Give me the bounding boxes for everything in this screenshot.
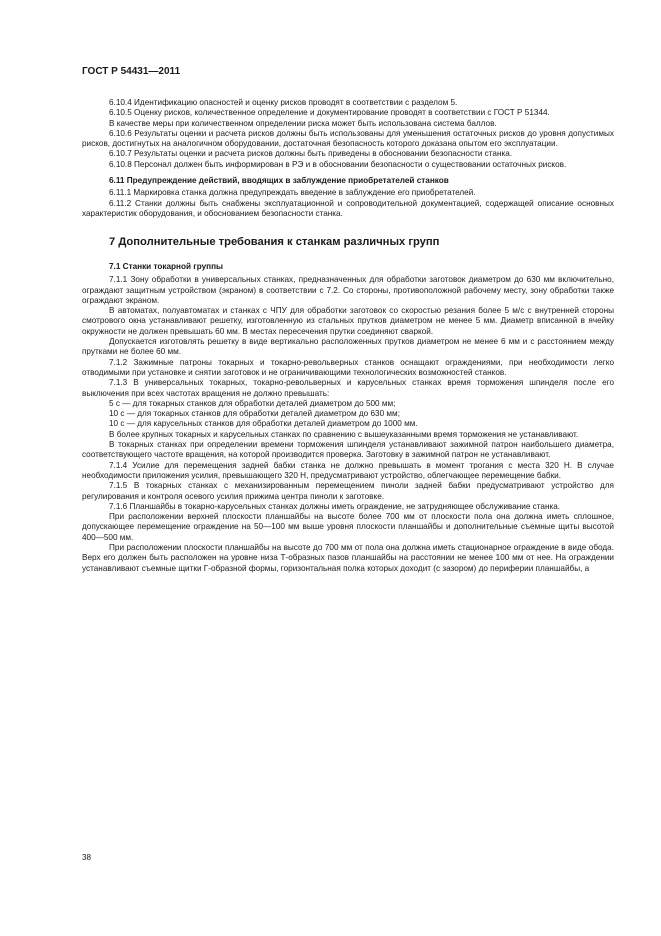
paragraph: 6.11.1 Маркировка станка должна предупреждать введение в заблуждение его приобретателей. [109, 188, 476, 198]
paragraph: При расположении плоскости планшайбы на высоте до 700 мм от пола она должна иметь стационарное ограждение в виде обода. Верх его должен быть расположен на уровне низа Т-образных пазов планшайбы на расстоянии не менее 100 мм от нее. На ограждении устанавливают съемные щитки Г-образной формы, горизонтальная полка которых доходит (с зазором) до периферии планшайбы, а [82, 542, 614, 573]
paragraph: 7.1.4 Усилие для перемещения задней бабки станка не должно превышать в момент трогания с места 320 Н. В случае необходимости приложения усилия, превышающего 320 Н, предусматривают устройство, облегчающее перемещение бабки. [82, 460, 614, 480]
paragraph: 6.10.5 Оценку рисков, количественное определение и документирование проводят в соответствии с ГОСТ Р 51344. [109, 108, 550, 118]
paragraph: 7.1.2 Зажимные патроны токарных и токарно-револьверных станков оснащают ограждениями, при необходимости легко отводимыми при установке и снятии заготовок и не ограничивающими технологических возможностей станков. [82, 357, 614, 377]
document-header: ГОСТ Р 54431—2011 [82, 66, 181, 77]
paragraph: 10 с — для карусельных станков для обработки деталей диаметром до 1000 мм. [109, 419, 418, 429]
paragraph: В качестве меры при количественном определении риска может быть использована система баллов. [109, 118, 497, 128]
page-number: 38 [82, 853, 92, 862]
paragraph: Допускается изготовлять решетку в виде вертикально расположенных прутков диаметром не менее 6 мм и с расстоянием между прутками не более 60 мм. [82, 337, 614, 357]
paragraph: 7.1.5 В токарных станках с механизированным перемещением пиноли задней бабки предусматривают устройство для регулирования и контроля осевого усилия прижима центра пиноли к заготовке. [82, 481, 614, 501]
paragraph: 7.1.3 В универсальных токарных, токарно-револьверных и карусельных станках время торможения шпинделя после его выключения при всех частотах вращения не должно превышать: [82, 378, 614, 398]
document-page [82, 66, 614, 574]
paragraph: 10 с — для токарных станков для обработки деталей диаметром до 630 мм; [109, 409, 400, 419]
text-block-6-11 [82, 188, 614, 219]
paragraph: 6.10.8 Персонал должен быть информирован в РЭ и в обосновании безопасности о существовании остаточных рисков. [109, 159, 567, 169]
section-7-1-heading: 7.1 Станки токарной группы [109, 262, 224, 272]
section-7-heading: 7 Дополнительные требования к станкам различных групп [109, 236, 440, 249]
paragraph: 6.11.2 Станки должны быть снабжены эксплуатационной и сопроводительной документацией, содержащей описание основных характеристик оборудования, и обоснованием безопасности станка. [82, 198, 614, 218]
paragraph: 6.10.6 Результаты оценки и расчета рисков должны быть использованы для уменьшения остаточных рисков до уровня допустимых рисков, достигнутых на аналогичном оборудовании, достаточная безопасность которого доказана опытом его эксплуатации. [82, 128, 614, 149]
paragraph: 6.10.4 Идентификацию опасностей и оценку рисков проводят в соответствии с разделом 5. [109, 98, 458, 107]
text-block-6-10 [82, 98, 614, 170]
paragraph: В автоматах, полуавтоматах и станках с ЧПУ для обработки заготовок со скоростью резания более 5 м/с с внутренней стороны смотрового окна устанавливают решетку, изготовленную из стальных прутков диаметром не менее 5 мм. Диаметр вписанной в ячейку окружности не должен превышать 60 мм. В местах пересечения прутки соединяют сваркой. [82, 306, 614, 336]
paragraph: 5 с — для токарных станков для обработки деталей диаметром до 500 мм; [109, 398, 396, 408]
section-6-11-heading: 6.11 Предупреждение действий, вводящих в заблуждение приобретателей станков [109, 176, 449, 186]
paragraph: 6.10.7 Результаты оценки и расчета рисков должны быть приведены в обосновании безопасности станка. [109, 149, 513, 159]
paragraph: При расположении верхней плоскости планшайбы на высоте более 700 мм от плоскости пола она должна иметь сплошное, допускающее перемещение ограждение на 50—100 мм выше уровня плоскости планшайбы и дополнительные съемные щиты высотой 400—500 мм. [82, 512, 614, 542]
paragraph: 7.1.1 Зону обработки в универсальных станках, предназначенных для обработки заготовок диаметром до 630 мм включительно, ограждают защитным устройством (экраном) в соответствии с 7.2. Со стороны, противоположной рабочему месту, зону обработки также ограждают экраном. [82, 275, 614, 305]
paragraph: В токарных станках при определении времени торможения шпинделя устанавливают зажимной патрон наибольшего диаметра, соответствующего частоте вращения, на которой производится проверка. Заготовку в зажимной патрон не устанавливают. [82, 440, 614, 460]
text-block-7-1 [82, 275, 614, 574]
paragraph: В более крупных токарных и карусельных станках по сравнению с вышеуказанными время торможения не устанавливают. [109, 429, 579, 439]
paragraph: 7.1.6 Планшайбы в токарно-карусельных станках должны иметь ограждение, не затрудняющее обслуживание станка. [109, 501, 561, 511]
